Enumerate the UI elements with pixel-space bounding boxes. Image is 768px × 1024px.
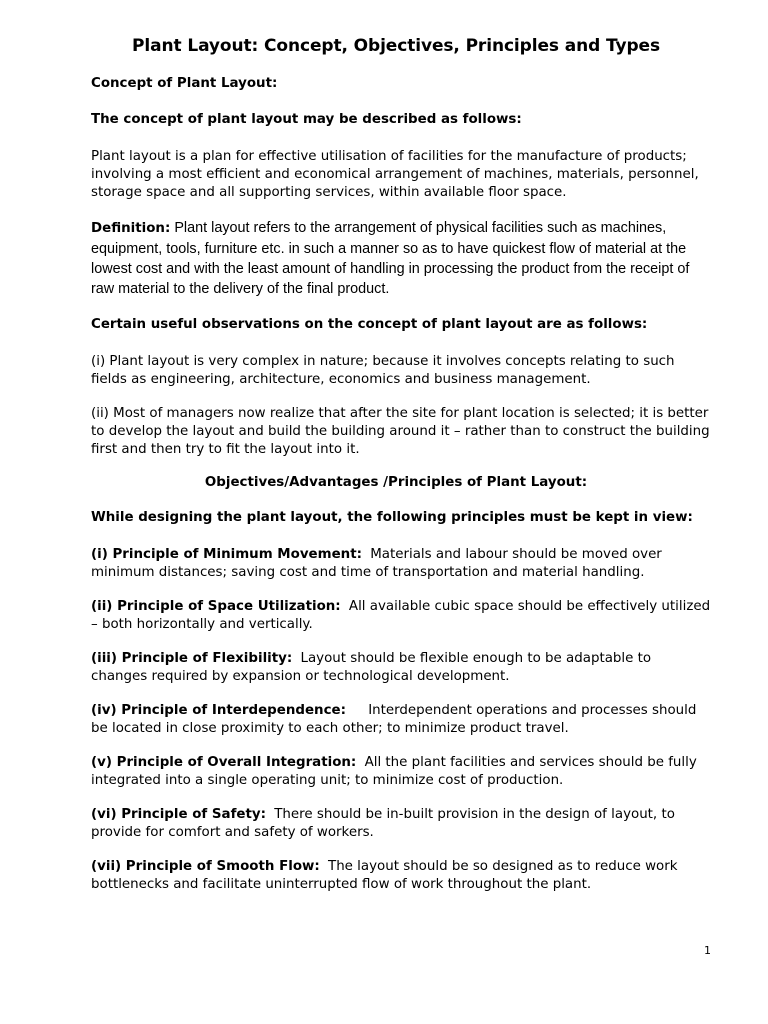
definition-text: Plant layout refers to the arrangement of physical facilities such as machines, equipment, tools, furniture etc. in such a manner so as to have quickest flow of material at the lowest cost and with the least amount of handling in processing the product from the receipt of raw material to the delivery of the final product.	[91, 220, 690, 297]
principle-text: There should be in-built provision in the design of layout, to provide for comfort and safety of workers.	[91, 807, 675, 840]
principle-label: (ii) Principle of Space Utilization:	[91, 599, 341, 614]
document-title: Plant Layout: Concept, Objectives, Principles and Types	[132, 36, 660, 56]
principle-text: All the plant facilities and services should be fully integrated into a single operating unit; to minimize cost of production.	[91, 755, 697, 788]
definition-paragraph	[91, 218, 711, 299]
principle-label: (iii) Principle of Flexibility:	[91, 651, 293, 666]
principle-item	[91, 546, 711, 582]
principle-text: All available cubic space should be effectively utilized – both horizontally and vertically.	[91, 599, 711, 632]
definition-label: Definition:	[91, 221, 171, 236]
principle-text: Materials and labour should be moved over minimum distances; saving cost and time of transportation and material handling.	[91, 547, 662, 580]
page-number: 1	[704, 944, 711, 957]
principle-item	[91, 650, 711, 686]
principle-label: (i) Principle of Minimum Movement:	[91, 547, 362, 562]
objectives-heading: Objectives/Advantages /Principles of Plant Layout:	[204, 475, 588, 490]
principle-label: (vi) Principle of Safety:	[91, 807, 266, 822]
observation-1: (i) Plant layout is very complex in nature; because it involves concepts relating to such fields as engineering, architecture, economics and business management.	[91, 354, 675, 387]
principle-item	[91, 806, 711, 842]
concept-paragraph: Plant layout is a plan for effective utilisation of facilities for the manufacture of products; involving a most efficient and economical arrangement of machines, materials, personnel, storage space and all supporting services, within available floor space.	[91, 149, 699, 200]
principle-item	[91, 702, 711, 738]
principle-label: (vii) Principle of Smooth Flow:	[91, 859, 320, 874]
principle-item	[91, 598, 711, 634]
principle-text: Layout should be flexible enough to be adaptable to changes required by expansion or technological development.	[91, 651, 652, 684]
principle-label: (v) Principle of Overall Integration:	[91, 755, 357, 770]
document-page	[91, 36, 711, 910]
principle-label: (iv) Principle of Interdependence:	[91, 703, 346, 718]
concept-heading: Concept of Plant Layout:	[91, 76, 278, 91]
principles-intro: While designing the plant layout, the following principles must be kept in view:	[91, 510, 693, 525]
observations-heading: Certain useful observations on the concept of plant layout are as follows:	[91, 317, 648, 332]
principle-text: Interdependent operations and processes should be located in close proximity to each other; to minimize product travel.	[91, 703, 697, 736]
concept-subheading: The concept of plant layout may be described as follows:	[91, 112, 522, 127]
observation-2: (ii) Most of managers now realize that after the site for plant location is selected; it is better to develop the layout and build the building around it – rather than to construct the building first and then try to fit the layout into it.	[91, 406, 710, 457]
principle-item	[91, 858, 711, 894]
principle-text: The layout should be so designed as to reduce work bottlenecks and facilitate uninterrupted flow of work throughout the plant.	[91, 859, 678, 892]
principle-item	[91, 754, 711, 790]
